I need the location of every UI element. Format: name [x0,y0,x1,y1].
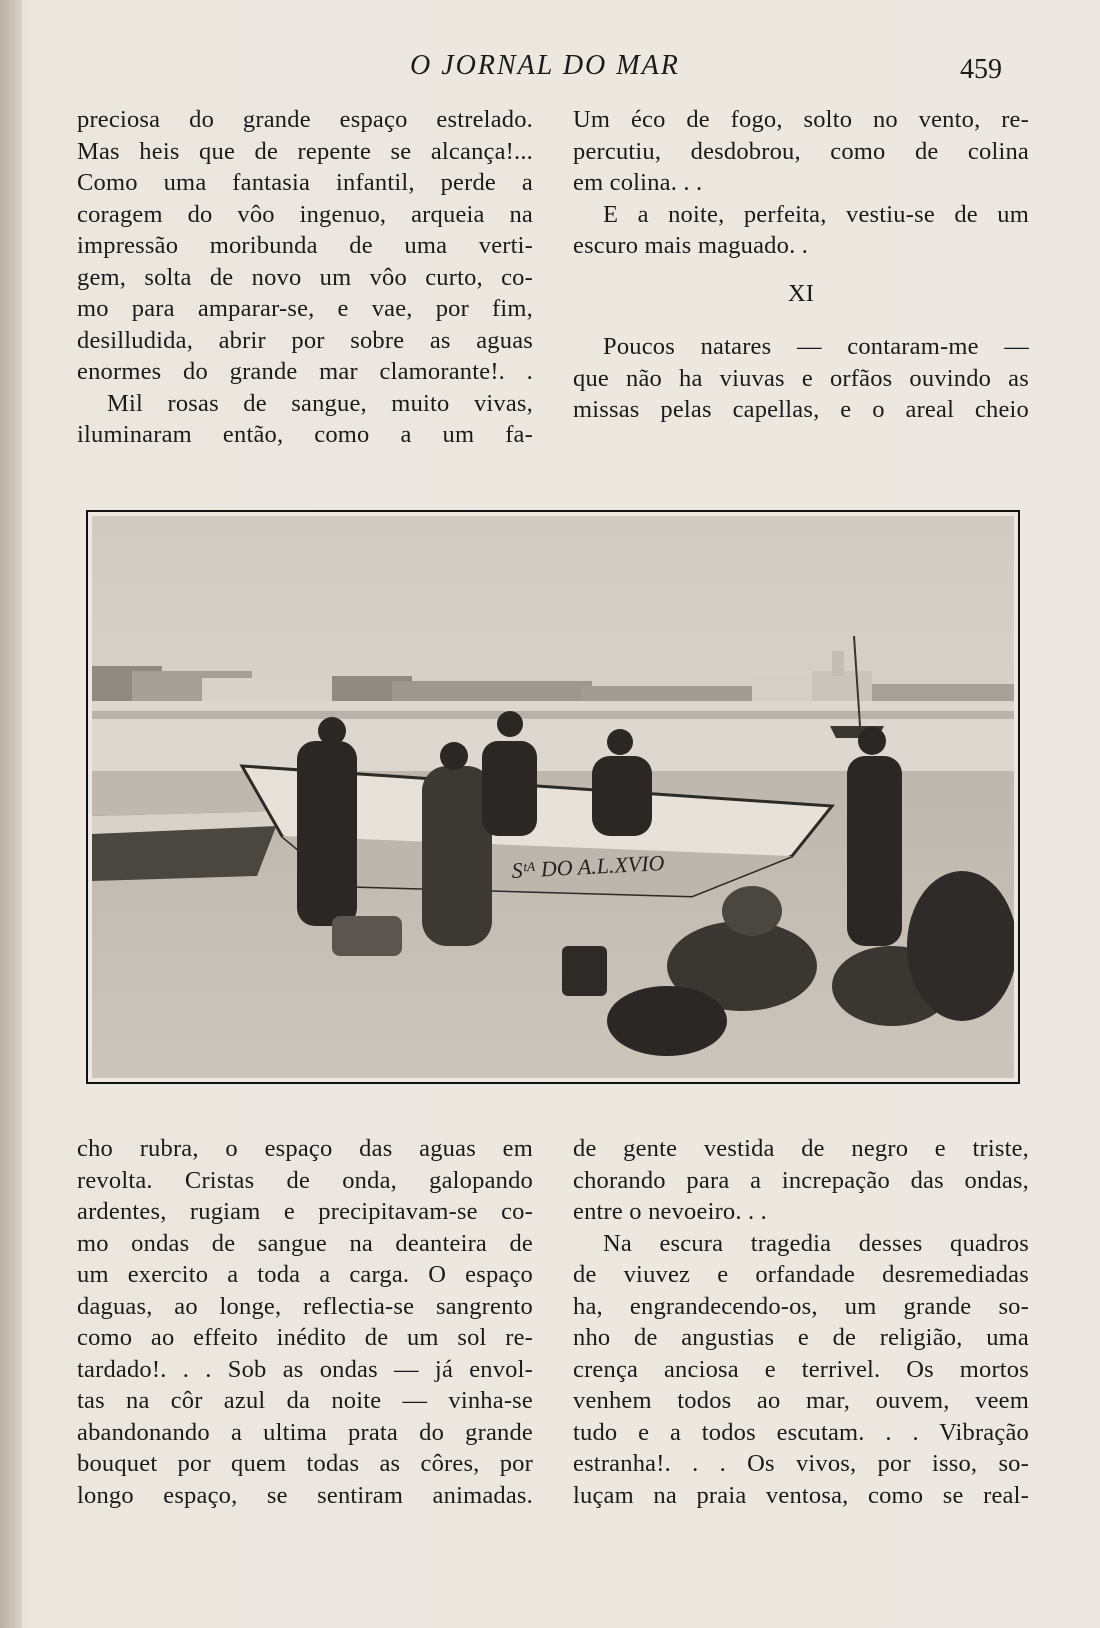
text-line: venhem todos ao mar, ouvem, veem [573,1387,1029,1414]
fisherman-figure [297,741,357,926]
fisherman-figure [847,756,902,946]
page-number: 459 [960,54,1002,85]
text-line: ardentes, rugiam e precipitavam-se co- [77,1198,533,1225]
text-line: Um éco de fogo, solto no vento, re- [573,106,1029,133]
column-bottom-left [77,1133,533,1511]
text-line: cho rubra, o espaço das aguas em [77,1135,533,1162]
text-line: tudo e a todos escutam. . . Vibração [573,1418,1029,1446]
text-line: revolta. Cristas de onda, galopando [77,1166,533,1194]
text-line: um exercito a toda a carga. O espaço [77,1261,533,1288]
text-line: Na escura tragedia desses quadros [603,1229,1029,1257]
book-gutter [0,0,22,1628]
text-line: tardado!. . . Sob as ondas — já envol- [77,1355,533,1383]
text-line: E a noite, perfeita, vestiu-se de um [603,200,1029,228]
text-line: abandonando a ultima prata do grande [77,1418,533,1446]
text-line: como ao effeito inédito de um sol re- [77,1324,533,1351]
text-line: de viuvez e orfandade desremediadas [573,1261,1029,1288]
text-line: Como uma fantasia infantil, perde a [77,169,533,196]
text-line: de gente vestida de negro e triste, [573,1135,1029,1162]
bucket [562,946,607,996]
text-line: percutiu, desdobrou, como de colina [573,137,1029,165]
text-line: enormes do grande mar clamorante!. . [77,358,533,385]
column-bottom-right [573,1133,1029,1511]
text-line: coragem do vôo ingenuo, arqueia na [77,200,533,228]
running-title: O JORNAL DO MAR [410,50,680,81]
column-top-right [573,104,1029,426]
seated-figure [722,886,782,936]
text-line: impressão moribunda de uma verti- [77,232,533,259]
seated-figure [907,871,1014,1021]
text-line: estranha!. . . Os vivos, por isso, so- [573,1450,1029,1477]
text-line: entre o nevoeiro. . . [573,1198,768,1225]
text-line: que não ha viuvas e orfãos ouvindo as [573,364,1029,392]
text-line: preciosa do grande espaço estrelado. [77,106,533,133]
text-line: bouquet por quem todas as côres, por [77,1450,533,1477]
text-line: mo ondas de sangue na deanteira de [77,1229,533,1257]
text-line: daguas, ao longe, reflectia-se sangrento [77,1292,533,1320]
text-line: escuro mais maguado. . [573,232,809,259]
text-line: em colina. . . [573,169,703,196]
text-line: nho de angustias e de religião, uma [573,1324,1029,1351]
text-line: missas pelas capellas, e o areal cheio [573,396,1029,423]
boat-inscription: Sᵗᴬ DO A.L.XVIO [510,850,666,883]
text-line: mo para amparar-se, e vae, por fim, [77,295,533,322]
chapter-heading: XI [787,279,815,307]
text-line: longo espaço, se sentiram animadas. [77,1481,533,1509]
basket [332,916,402,956]
text-line: crença anciosa e terrivel. Os mortos [573,1355,1029,1383]
text-line: tas na côr azul da noite — vinha-se [77,1387,533,1414]
photo-illustration [92,516,1014,1078]
text-line: chorando para a increpação das ondas, [573,1166,1029,1194]
text-line: Mas heis que de repente se alcança!... [77,137,533,165]
text-line: luçam na praia ventosa, como se real- [573,1481,1029,1509]
beach-photograph [86,510,1020,1084]
text-line: Poucos natares — contaram-me — [603,333,1029,360]
text-line: gem, solta de novo um vôo curto, co- [77,263,533,291]
text-line: ha, engrandecendo-os, um grande so- [573,1292,1029,1320]
text-line: iluminaram então, como a um fa- [77,421,533,448]
fisherman-figure [592,756,652,836]
column-top-left [77,104,533,451]
woman-figure [422,766,492,946]
page-header [0,50,1100,86]
net-bundle [607,986,727,1056]
fisherman-figure [482,741,537,836]
text-line: Mil rosas de sangue, muito vivas, [107,389,533,417]
text-line: desilludida, abrir por sobre as aguas [77,326,533,354]
